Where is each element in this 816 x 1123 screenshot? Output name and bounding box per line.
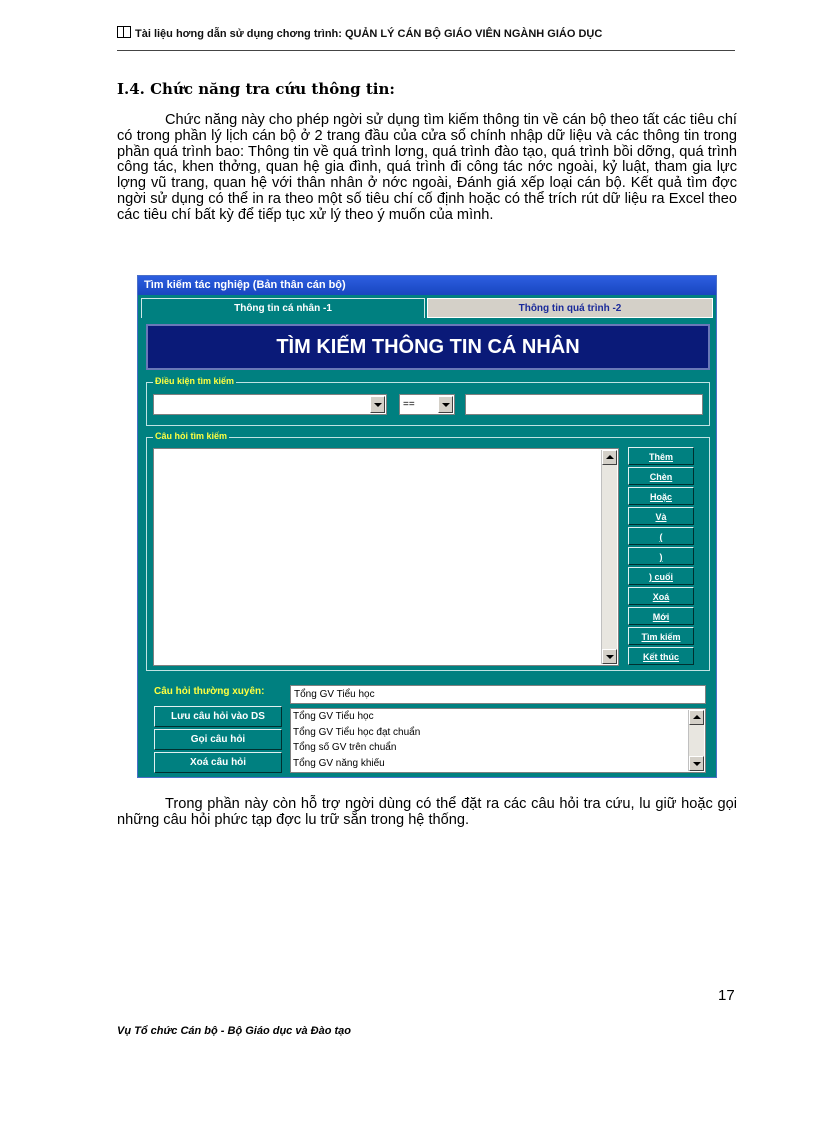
condition-group (146, 376, 710, 426)
insert-button[interactable]: Chèn (628, 467, 694, 485)
list-item[interactable]: Tổng số GV trên chuẩn (293, 742, 397, 754)
and-button[interactable]: Và (628, 507, 694, 525)
query-button-column (628, 447, 696, 667)
frequent-question-value: Tổng GV Tiểu học (294, 689, 375, 700)
page-footer: Vụ Tổ chức Cán bộ - Bộ Giáo dục và Đào tạo (117, 1025, 351, 1037)
tab-process-info[interactable]: Thông tin quá trình -2 (427, 298, 713, 318)
list-scrollbar[interactable] (688, 710, 704, 771)
search-banner: TÌM KIẾM THÔNG TIN CÁ NHÂN (146, 324, 710, 370)
search-window (137, 275, 717, 778)
save-question-button[interactable]: Lưu câu hỏi vào DS (154, 706, 282, 727)
new-button[interactable]: Mới (628, 607, 694, 625)
page-header (117, 26, 735, 40)
delete-button[interactable]: Xoá (628, 587, 694, 605)
close-paren-end-button[interactable]: ) cuối (628, 567, 694, 585)
frequent-question-input[interactable] (290, 685, 706, 704)
condition-label: Điều kiện tìm kiếm (155, 376, 235, 386)
paragraph-closing (117, 797, 737, 829)
operator-select[interactable] (399, 394, 455, 415)
delete-question-button[interactable]: Xoá câu hỏi (154, 752, 282, 773)
query-scrollbar[interactable] (601, 450, 617, 664)
question-list[interactable] (290, 708, 706, 773)
tab-bar (141, 298, 713, 318)
window-title: Tìm kiếm tác nghiệp (Bản thân cán bộ) (138, 276, 716, 295)
close-paren-button[interactable]: ) (628, 547, 694, 565)
or-button[interactable]: Hoặc (628, 487, 694, 505)
tab-personal-info[interactable]: Thông tin cá nhân -1 (141, 298, 425, 318)
list-item[interactable]: Tổng GV năng khiếu (293, 757, 385, 769)
add-button[interactable]: Thêm (628, 447, 694, 465)
section-title: I.4. Chức năng tra cứu thông tin: (117, 80, 395, 98)
chevron-down-icon[interactable] (370, 396, 385, 413)
paragraph-intro (117, 113, 737, 224)
list-item[interactable]: Tổng GV Tiểu học đạt chuẩn (293, 726, 421, 738)
value-input[interactable] (465, 394, 703, 415)
paragraph-closing-text: Trong phần này còn hỗ trợ ngời dùng có thể đặt ra các câu hỏi tra cứu, lu giữ hoặc gọi những câu hỏi phức tạp đợc lu trữ sẵn trong hệ thống. (117, 796, 737, 828)
page-number: 17 (718, 987, 735, 1004)
field-select[interactable] (153, 394, 387, 415)
finish-button[interactable]: Kết thúc (628, 647, 694, 665)
scroll-up-icon[interactable] (602, 450, 617, 465)
open-paren-button[interactable]: ( (628, 527, 694, 545)
query-textarea[interactable] (153, 448, 619, 666)
load-question-button[interactable]: Gọi câu hỏi (154, 729, 282, 750)
header-rule (117, 50, 735, 51)
header-text: Tài liệu hơng dẫn sử dụng chơng trình: QUẢN LÝ CÁN BỘ GIÁO VIÊN NGÀNH GIÁO DỤC (135, 28, 603, 40)
chevron-down-icon[interactable] (438, 396, 453, 413)
list-item[interactable]: Tổng GV Tiểu học (293, 711, 374, 722)
query-label: Câu hỏi tìm kiếm (155, 431, 228, 441)
query-group (146, 431, 710, 671)
scroll-up-icon[interactable] (689, 710, 704, 725)
search-button[interactable]: Tìm kiếm (628, 627, 694, 645)
scroll-down-icon[interactable] (689, 756, 704, 771)
operator-select-value: == (403, 399, 415, 410)
scroll-down-icon[interactable] (602, 649, 617, 664)
book-icon (117, 26, 131, 38)
paragraph-intro-text: Chức năng này cho phép ngời sử dụng tìm kiếm thông tin về cán bộ theo tất các tiêu chí có trong phần lý lịch cán bộ ở 2 trang đầu của cửa sổ chính nhập dữ liệu và các thông tin trong phần quá trình bao: Thông tin về quá trình lơng, quá trình đào tạo, quá trình bồi dỡng, quá trình công tác, khen thởng, quan hệ gia đình, quá trình đi công tác nớc ngoài, kỷ luật, tham gia lực lợng vũ trang, quan hệ với thân nhân ở nớc ngoài, Đánh giá xếp loại cán bộ. Kết quả tìm đợc ngời sử dụng có thể in ra theo một số tiêu chí cố định hoặc có thể trích rút dữ liệu ra Excel theo các tiêu chí bất kỳ để tiếp tục xử lý theo ý muốn của mình. (117, 112, 737, 223)
frequent-questions-label: Câu hỏi thường xuyên: (154, 686, 265, 697)
